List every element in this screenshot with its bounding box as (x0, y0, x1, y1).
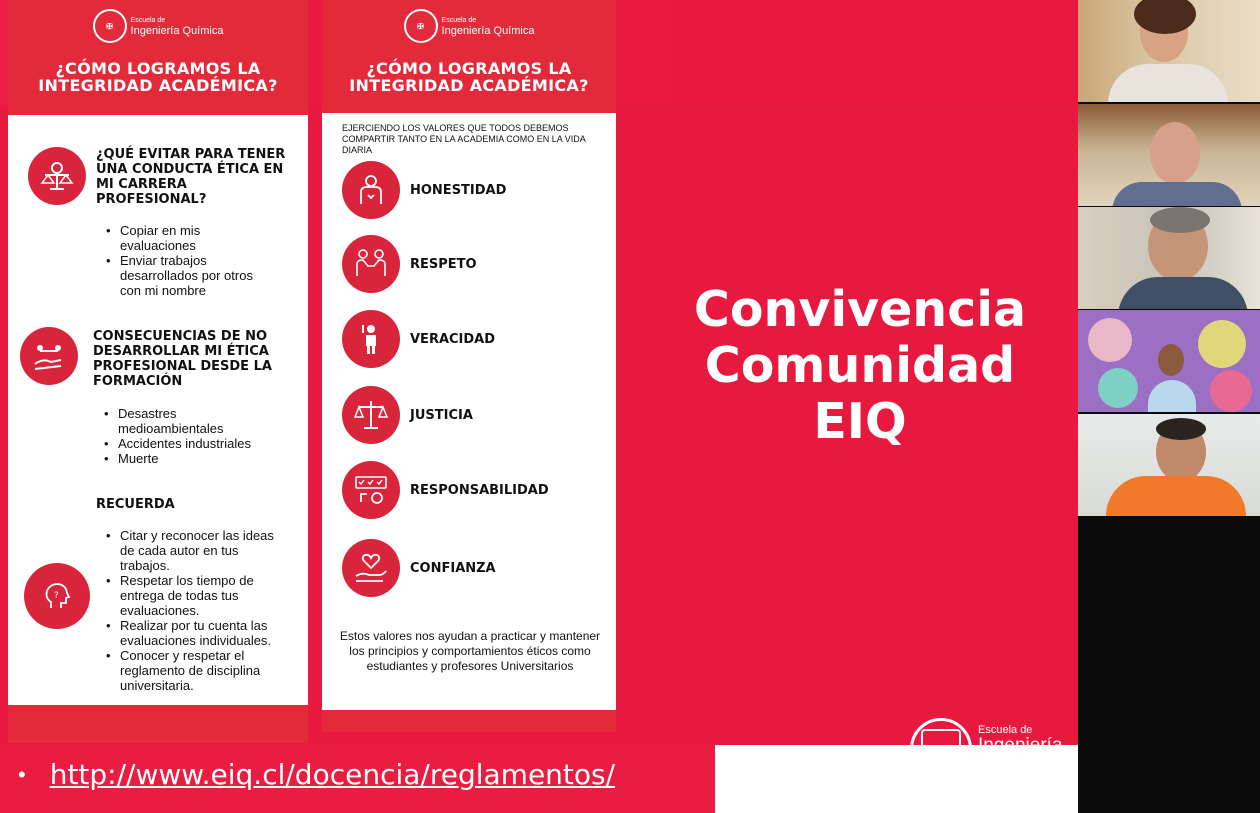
logo-small-text: Escuela de (978, 724, 1033, 736)
list-item: • Accidentes industriales (104, 436, 284, 451)
value-label: RESPONSABILIDAD (410, 482, 549, 498)
list-item: • Desastres medioambientales (104, 406, 284, 436)
headline-line: Comunidad (704, 337, 1016, 394)
poster-integrity-values (322, 0, 616, 732)
avoid-list (106, 223, 276, 298)
university-seal-icon (910, 718, 972, 780)
section-heading-consequences: CONSECUENCIAS DE NO DESARROLLAR MI ÉTICA PROFESIONAL DESDE LA FORMACIÓN (93, 329, 272, 389)
eiq-logo (910, 718, 1063, 780)
value-row-veracidad (342, 310, 495, 368)
logo-small-text: Escuela de (441, 17, 477, 24)
heart-in-hand-icon (342, 539, 400, 597)
section-heading-avoid: ¿QUÉ EVITAR PARA TENER UNA CONDUCTA ÉTICA EN MI CARRERA PROFESIONAL? (96, 147, 286, 207)
heart-hand-icon (342, 161, 400, 219)
justice-scale-icon (342, 386, 400, 444)
logo-small-text: Escuela de (130, 17, 166, 24)
handshake-icon (342, 235, 400, 293)
value-label: RESPETO (410, 256, 477, 272)
list-item: • Conocer y respetar el reglamento de disciplina universitaria. (106, 648, 286, 693)
value-row-responsabilidad (342, 461, 549, 519)
value-row-justicia (342, 386, 473, 444)
bullet: • (18, 761, 26, 787)
value-label: JUSTICIA (410, 407, 473, 423)
logo-big-text: Ingeniería Química (441, 25, 535, 37)
thinking-head-icon (24, 563, 90, 629)
poster-body (8, 115, 308, 705)
school-logo (322, 6, 616, 46)
university-seal-icon: ✠ (93, 9, 127, 43)
poster-footer (8, 705, 308, 743)
participant-video-tile[interactable] (1078, 0, 1260, 102)
university-seal-icon: ✠ (404, 9, 438, 43)
ethics-scale-icon (28, 147, 86, 205)
value-row-confianza (342, 539, 496, 597)
checklist-gear-icon (342, 461, 400, 519)
participant-video-tile[interactable] (1078, 207, 1260, 309)
value-label: CONFIANZA (410, 560, 496, 576)
value-row-respeto (342, 235, 477, 293)
value-row-honestidad (342, 161, 506, 219)
svg-text:?: ? (54, 591, 59, 601)
poster-integrity-conduct (8, 0, 308, 743)
participant-video-tile[interactable] (1078, 310, 1260, 412)
poster-footer (322, 710, 616, 732)
consequences-hand-icon (20, 327, 78, 385)
poster-title: ¿CÓMO LOGRAMOS LA INTEGRIDAD ACADÉMICA? (349, 59, 589, 95)
list-item: • Copiar en mis evaluaciones (106, 223, 276, 253)
list-item: • Respetar los tiempo de entrega de todas tus evaluaciones. (106, 573, 286, 618)
poster-body (322, 113, 616, 710)
poster-header (322, 0, 616, 113)
video-participants-strip (1078, 0, 1260, 813)
consequences-list (104, 406, 284, 466)
poster-header (8, 0, 308, 115)
participant-video-tile[interactable] (1078, 414, 1260, 516)
values-intro: EJERCIENDO LOS VALORES QUE TODOS DEBEMOS COMPARTIR TANTO EN LA ACADEMIA COMO EN LA VIDA DIARIA (342, 123, 586, 155)
list-item: • Enviar trabajos desarrollados por otros con mi nombre (106, 253, 276, 298)
headline-line: Convivencia (693, 281, 1027, 338)
slide-headline (660, 282, 1060, 450)
list-item: • Muerte (104, 451, 284, 466)
participant-video-tile[interactable] (1078, 104, 1260, 206)
poster-title: ¿CÓMO LOGRAMOS LA INTEGRIDAD ACADÉMICA? (38, 59, 278, 95)
logo-line-1: Ingeniería (978, 735, 1063, 756)
list-item: • Citar y reconocer las ideas de cada autor en tus trabajos. (106, 528, 286, 573)
logo-big-text: Ingeniería Química (130, 25, 224, 37)
values-closing-text: Estos valores nos ayudan a practicar y mantener los principios y comportamientos éticos como estudiantes y profesores Universitarios (339, 629, 601, 673)
regulations-link[interactable]: http://www.eiq.cl/docencia/reglamentos/ (49, 758, 616, 791)
headline-line: EIQ (813, 393, 907, 450)
logo-line-2: Química (978, 754, 1049, 775)
school-logo (8, 6, 308, 46)
value-label: VERACIDAD (410, 331, 496, 347)
regulations-link-row (18, 758, 615, 791)
list-item: • Realizar por tu cuenta las evaluaciones individuales. (106, 618, 286, 648)
remember-list (106, 528, 286, 693)
value-label: HONESTIDAD (410, 182, 507, 198)
section-heading-remember: RECUERDA (96, 497, 175, 512)
raised-hand-person-icon (342, 310, 400, 368)
